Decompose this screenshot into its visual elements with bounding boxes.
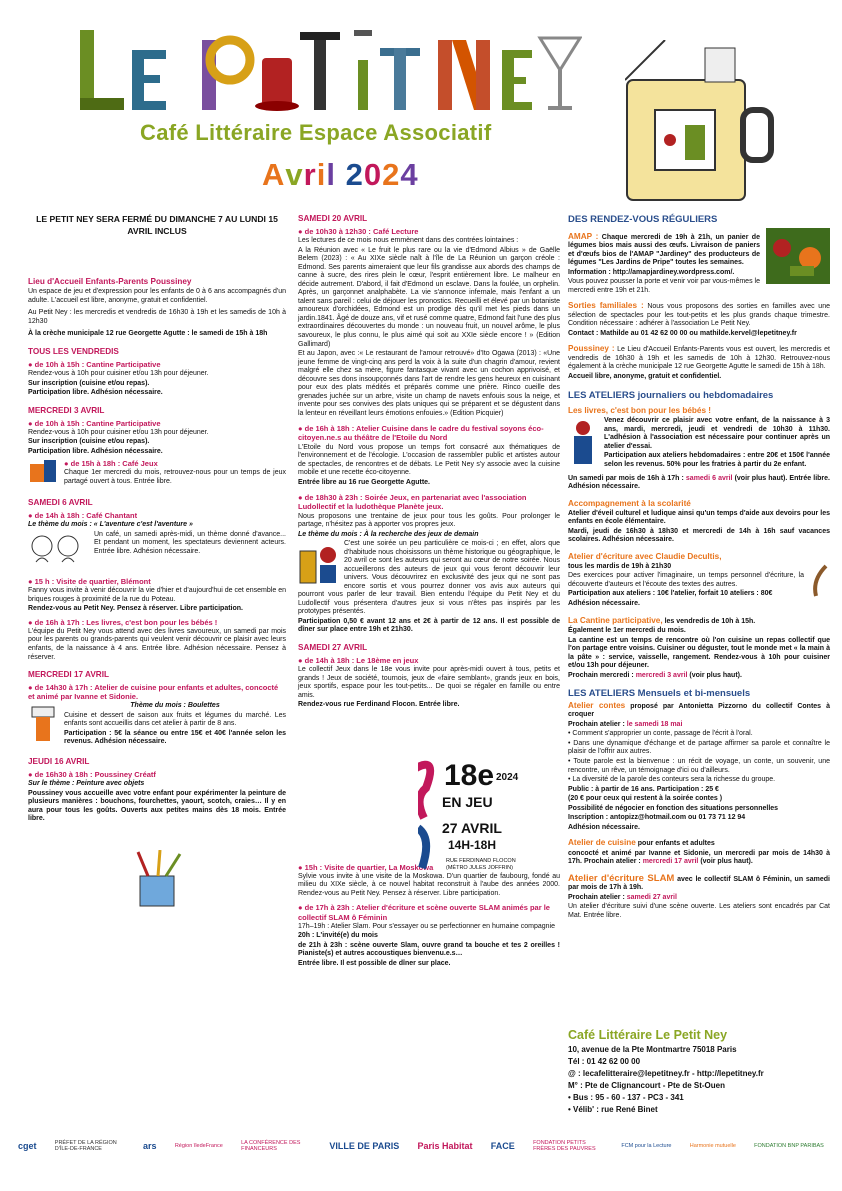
event-text: Poussiney vous accueille avec votre enfant pour expérimenter la peinture de plusieurs manières : bouchons, fourchettes, yaourt, scotch, craies… Il y en aura pour tous les goûts. Ouverts aux petites mains dès 18 mois. Entrée libre. xyxy=(28,789,286,823)
event-text: Participation libre. Adhésion nécessaire. xyxy=(28,447,163,455)
contes-link[interactable]: le samedi 18 mai xyxy=(626,720,683,728)
cooking-illustration xyxy=(28,703,58,747)
slam-title: Atelier d'écriture SLAM xyxy=(568,872,675,884)
event-line: ● de 14h à 18h : Le 18ème en jeux xyxy=(298,655,419,665)
event-line: ● de 18h30 à 23h : Soirée Jeux, en partenariat avec l'association Ludollectif et la ludothèque Planète jeux. xyxy=(298,493,527,512)
event-theme: Le thème du mois : « L'aventure c'est l'aventure » xyxy=(28,520,193,528)
poussiney-text: Le Lieu d'Accueil Enfants-Parents vous est ouvert, les mercredis et vendredis de 16h30 à 19h et les samedis de 10h à 12h30. Retrouvez-nous également à la crèche municipale 12 rue Georgette Agutte le samedi de 15h à 18h. xyxy=(568,346,830,371)
section-title: MERCREDI 3 AVRIL xyxy=(28,405,105,415)
event-text: 17h–19h : Atelier Slam. Pour s'essayer ou se perfectionner en humaine compagnie xyxy=(298,922,555,930)
laep-ney: Au Petit Ney : les mercredis et vendredis de 16h30 à 19h et les samedis de 10h à 12h30 xyxy=(28,309,286,325)
subtitle: Café Littéraire Espace Associatif xyxy=(140,120,492,145)
cuisine-title: Atelier de cuisine xyxy=(568,838,636,848)
sorties-text: Nous vous proposons des sorties en familles avec une sélection de spectacles pour les tout-petits et les plus grands chaque trimestre. Condition nécessaire : adhérer à l'association Le Petit Ney. xyxy=(568,303,830,328)
event-text: Sylvie vous invite à une visite de la Moskowa. D'un quartier de faubourg, fondé au milieu du XIXe siècle, à ce nouvel habitat reconstruit à l'aube des années 2000. Rendez-vous au Petit Ney. Pensez à réserver. Libre participation. xyxy=(298,872,560,897)
sorties-contact: Contact : Mathilde au 01 42 62 00 00 ou mathilde.kervel@lepetitney.fr xyxy=(568,329,797,337)
event-line: ● 15h : Visite de quartier, La Moskowa xyxy=(298,862,434,872)
laep-creche: À la crèche municipale 12 rue Georgette Agutte : le samedi de 15h à 18h xyxy=(28,330,268,338)
accomp-text2: Mardi, jeudi de 16h30 à 18h30 et mercredi de 14h à 16h sauf vacances scolaires. Adhésion nécessaire. xyxy=(568,527,830,544)
event-text: L'Etoile du Nord vous propose un temps fort consacré aux thématiques de l'environnement et de l'écologie. L'occasion de rassembler public et artistes autour de spectacles, de rencontres et de débats. Le Petit Ney s'y associe avec la cuisine mobile et une recette éco-citoyenne. xyxy=(298,443,560,477)
games-illustration xyxy=(298,541,338,589)
ateliers-title: LES ATELIERS journaliers ou hebdomadaires xyxy=(568,389,774,401)
contact-velib: • Vélib' : rue René Binet xyxy=(568,1105,658,1115)
sponsor-logo: FCM pour la Lecture xyxy=(621,1142,672,1149)
cantine-text4: (voir plus haut). xyxy=(689,671,742,679)
contes-bullet: • La diversité de la parole des conteurs sera la richesse du groupe. xyxy=(568,776,776,784)
ecriture-text: Des exercices pour activer l'imaginaire, un temps personnel d'écriture, la découverte d'auteurs et l'écoute des textes des autres. xyxy=(568,572,804,588)
event-line: ● de 14h30 à 17h : Atelier de cuisine pour enfants et adultes, concocté et animé par Ivanne et Sidonie. xyxy=(28,683,279,702)
event-text: Les lectures de ce mois nous emmènent dans des contrées lointaines : xyxy=(298,237,519,245)
sponsor-logo: VILLE DE PARIS xyxy=(329,1140,400,1151)
event-line: ● de 15h à 18h : Café Jeux xyxy=(64,459,158,469)
contes-title: Atelier contes xyxy=(568,700,626,710)
livres-link[interactable]: samedi 6 avril xyxy=(685,474,733,482)
poster-year: 2024 xyxy=(496,772,519,783)
slam-text: Un atelier d'écriture suivi d'une scène ouverte. Les ateliers sont encadrés par Cat Mat. Entrée libre. xyxy=(568,903,830,919)
cuisine-link[interactable]: mercredi 17 avril xyxy=(642,858,699,866)
amap-text: Chaque mercredi de 19h à 21h, un panier de légumes bios mais aussi des œufs. Livraison de paniers et d'œufs bios de l'AMAP "Jardiney" des producteurs de légumes "Les Jardins de Pripe" toutes les semaines. xyxy=(568,233,760,267)
event-text: Participation 0,50 € avant 12 ans et 2€ à partir de 12 ans. Il est possible de dîner sur place entre 19h et 21h30. xyxy=(298,617,560,634)
poster-enjeu: EN JEU xyxy=(442,794,493,810)
sponsor-logo: PRÉFET DE LA RÉGION D'ÎLE-DE-FRANCE xyxy=(54,1139,117,1152)
amap-lead: AMAP : xyxy=(568,231,599,241)
month-letter: v xyxy=(285,157,304,192)
slam-next: Prochain atelier : xyxy=(568,893,625,901)
poussiney-lead: Poussiney : xyxy=(568,344,615,354)
contes-public: Public : à partir de 16 ans. Participation : 25 € xyxy=(568,785,719,793)
month-letter: r xyxy=(303,157,317,192)
month-letter: 4 xyxy=(400,157,419,192)
ecriture-text3: Adhésion nécessaire. xyxy=(568,599,640,607)
section-title: MERCREDI 17 AVRIL xyxy=(28,670,109,680)
month-letter: 2 xyxy=(345,157,364,192)
event-text: Cuisine et dessert de saison aux fruits et légumes du marché. Les enfants sont accueillis dans cet atelier à partir de 8 ans. xyxy=(64,711,286,728)
logo xyxy=(62,20,582,130)
month-letter: A xyxy=(262,157,286,192)
event-line: ● de 16h30 à 18h : Poussiney Créatf xyxy=(28,769,156,779)
contact-title: Café Littéraire Le Petit Ney xyxy=(568,1028,728,1042)
event-text: Nous proposons une trentaine de jeux pour tous les goûts. Pour prolonger le partage, n'hésitez pas à apporter vos propres jeux. xyxy=(298,512,560,529)
vegetables-illustration xyxy=(766,228,830,288)
event-text: Sur inscription (cuisine et/ou repas). xyxy=(28,438,150,446)
cantine-text3: Prochain mercredi : xyxy=(568,671,634,679)
poussiney-text2: Accueil libre, anonyme, gratuit et confidentiel. xyxy=(568,373,722,381)
feather-icon xyxy=(810,564,830,602)
event-text: Participation libre. Adhésion nécessaire. xyxy=(28,389,163,397)
event-text: Entrée libre au 16 rue Georgette Agutte. xyxy=(298,478,430,486)
slam-sub: avec le collectif SLAM ô Féminin, un samedi par mois de 17h à 19h. xyxy=(568,875,830,892)
sponsor-logo: LA CONFÉRENCE DES FINANCEURS xyxy=(241,1139,301,1152)
closure-notice: LE PETIT NEY SERA FERMÉ DU DIMANCHE 7 AU LUNDI 15 AVRIL INCLUS xyxy=(36,214,278,236)
mensuels-title: LES ATELIERS Mensuels et bi-mensuels xyxy=(568,688,751,700)
column-1 xyxy=(28,212,286,913)
livres-text3: Un samedi par mois de 16h à 17h : xyxy=(568,474,684,482)
sorties-lead: Sorties familiales : xyxy=(568,301,644,311)
cup-illustration xyxy=(625,40,775,205)
contact-block xyxy=(568,1028,830,1115)
sponsor-logo: Région îledeFrance xyxy=(174,1142,223,1149)
event-text: de 21h à 23h : scène ouverte Slam, ouvre grand ta bouche et tes 2 oreilles ! Pianiste(s) et autres accoustiques bienvenu.e.s… xyxy=(298,941,560,958)
section-title: SAMEDI 27 AVRIL xyxy=(298,642,368,652)
sponsor-logos xyxy=(18,1122,824,1170)
event-line: ● de 16h à 17h : Les livres, c'est bon pour les bébés ! xyxy=(28,617,218,627)
event-text: Rendez-vous à 10h pour cuisiner et/ou 13h pour déjeuner. xyxy=(28,369,209,377)
ecriture-title: Atelier d'écriture avec Claudie Decultis, xyxy=(568,551,722,561)
cantine-sub: les vendredis de 10h à 15h. xyxy=(664,617,756,625)
accomp-text: Atelier d'éveil culturel et ludique ainsi qu'un temps d'aide aux devoirs pour les enfants en école élémentaire. xyxy=(568,509,830,526)
contes-public: Adhésion nécessaire. xyxy=(568,823,640,831)
sponsor-logo: FONDATION PETITS FRÈRES DES PAUVRES xyxy=(533,1139,596,1152)
livres-title: Les livres, c'est bon pour les bébés ! xyxy=(568,406,712,416)
event-line: ● de 17h à 23h : Atelier d'écriture et scène ouverte SLAM animés par le collectif SLAM ô Féminin xyxy=(298,903,550,922)
column-3 xyxy=(568,212,830,921)
contact-bus: • Bus : 95 - 60 - 137 - PC3 - 341 xyxy=(568,1093,684,1103)
event-text: 20h : L'invité(e) du mois xyxy=(298,932,378,940)
sponsor-logo: FONDATION BNP PARIBAS xyxy=(754,1142,824,1149)
laep-text: Un espace de jeu et d'expression pour les enfants de 0 à 6 ans accompagnés d'un adulte. L'accueil est libre, anonyme, gratuit et confidentiel. xyxy=(28,288,286,304)
contes-sub: proposé par Antonietta Pizzorno du collectif Contes à croquer xyxy=(568,702,830,719)
event-text: A la Réunion avec « Le fruit le plus rare ou la vie d'Edmond Albius » de Gaëlle Belem (2023) : « Au XIXe siècle naît à l'île de La Réunion un garçon créole : Edmond. Ses parents aimeraient que leur fils grandisse aux abords des champs de canne à sucre, des rires plein le cœur, l'esprit entièrement libre. Le malheur en décide autrement. D'abord, il fait d'Edmond un esclave. Dans la foulée, un orphelin. Après, un garçonnet analphabète. La vie s'annonce infernale, mais l'enfant a un talent sans pareil : celui de déjouer les pronostics. Recueilli et élevé par un botaniste amoureux d'orchidées, Edmond est un prodige dès qu'il met les pieds dans un jardin.1841. Âgé de douze ans, vif et rusé comme quatre, Edmond fait l'une des plus extraordinaires découvertes du monde : un nouveau fruit, un nouvel arôme, le plus savoureux, le plus connu, le plus aimé qui soit au XXIe siècle encore ! » (Edition Gallimard) xyxy=(298,246,560,348)
event-text: Chaque 1er mercredi du mois, retrouvez-nous pour un temps de jeux partagé ouvert à tous. Entrée libre. xyxy=(64,469,286,485)
amap-text2: Vous pouvez pousser la porte et venir voir par vous-mêmes le mercredi entre 19h et 21h. xyxy=(568,278,760,294)
sponsor-logo: Harmonie mutuelle xyxy=(689,1142,736,1149)
sponsor-logo: cget xyxy=(18,1140,37,1151)
month-letter: l xyxy=(326,157,336,192)
event-theme: Sur le thème : Peinture avec objets xyxy=(28,780,145,787)
contes-public: (20 € pour ceux qui restent à la soirée contes ) xyxy=(568,795,723,803)
event-text: Participation : 5€ la séance ou entre 15€ et 40€ l'année selon les revenus. Adhésion nécessaire. xyxy=(64,729,286,746)
month-letter: 2 xyxy=(382,157,401,192)
slam-link[interactable]: samedi 27 avril xyxy=(626,893,677,901)
amap-info[interactable]: Information : http://amapjardiney.wordpress.com/. xyxy=(568,268,735,276)
poster-addr: RUE FERDINAND FLOCON xyxy=(446,858,516,864)
livres-text4: (voir plus haut). Entrée libre. Adhésion nécessaire. xyxy=(568,474,830,491)
cuisine-sub: pour enfants et adultes xyxy=(637,840,715,848)
month-letter: i xyxy=(316,157,327,192)
section-title: JEUDI 16 AVRIL xyxy=(28,756,90,766)
contes-inscription: Inscription : antopizz@hotmail.com ou 01 73 71 12 94 xyxy=(568,814,746,822)
event-line: ● de 10h30 à 12h30 : Café Lecture xyxy=(298,227,419,236)
event-line: ● de 10h à 15h : Cantine Participative xyxy=(28,418,161,428)
cuisine-text: concocté et animé par Ivanne et Sidonie, un mercredi par mois de 14h30 à 17h. Prochain atelier : xyxy=(568,849,830,866)
event-text: L'équipe du Petit Ney vous attend avec des livres savoureux, un samedi par mois pour les parents ou grands-parents qui veulent venir découvrir ce plaisir avec leurs enfants, de la naissance à 4 ans. Entrée libre. Adhésion nécessaire. Pensez à réserver. xyxy=(28,627,286,661)
poster-big: 18e xyxy=(444,759,495,792)
game-icon xyxy=(28,458,58,488)
event-text: Rendez-vous rue Ferdinand Flocon. Entrée libre. xyxy=(298,701,460,709)
ecriture-sub: tous les mardis de 19h à 21h30 xyxy=(568,562,672,570)
event-text: Fanny vous invite à venir découvrir la vie d'hier et d'aujourd'hui de cet ensemble en briques rouges à proximité de la rue du Poteau. xyxy=(28,587,286,603)
contes-next: Prochain atelier : xyxy=(568,720,625,728)
event-text: Et au Japon, avec :« Le restaurant de l'amour retrouvé» d'Ito Ogawa (2013) : «Une jeune femme de vingt-cinq ans perd la voix à la suite d'un chagrin d'amour, revient malgré elle chez sa mère, figure fantasque vivant avec un cochon apprivoisé, et découvre ses dons insoupçonnés dans l'art de rendre les gens heureux en cuisinant pour eux des plats médités et préparés comme une prière. Rinco cueille des grenades juchée sur un arbre, visite un champ de navets enfouis sous la neige, et invente pour ses convives des plats uniques qui se préparent et se dégustent dans la lenteur en réveillant leurs émotions enfouies.» (Edition Picquier) xyxy=(298,350,560,417)
contes-bullet: • Toute parole est la bienvenue : un récit de voyage, un conte, un souvenir, une rencontre, un rêve, un témoignage d'ici ou d'ailleurs. xyxy=(568,757,830,774)
event-text: Rendez-vous à 10h pour cuisiner et/ou 13h pour déjeuner. xyxy=(28,428,209,436)
livres-text2: Participation aux ateliers hebdomadaires : entre 20€ et 150€ l'année selon les revenus. 50% pour les fratries à partir du 2e enfant. xyxy=(604,452,830,468)
event-text: Un café, un samedi après-midi, un thème donné d'avance... Et pendant un moment, les spectateurs deviennent acteurs. Entrée libre. Adhésion nécessaire. xyxy=(94,530,286,555)
event-theme: Le thème du mois : À la recherche des jeux de demain xyxy=(298,530,479,538)
singers-illustration xyxy=(28,532,88,572)
contes-public: Possibilité de négocier en fonction des situations personnelles xyxy=(568,804,779,812)
month-letter xyxy=(336,156,346,194)
event-line: ● 15 h : Visite de quartier, Blémont xyxy=(28,577,151,587)
contact-metro: M° : Pte de Clignancourt - Pte de St-Ouen xyxy=(568,1081,725,1091)
contact-phone: Tél : 01 42 62 00 00 xyxy=(568,1057,641,1067)
regular-title: DES RENDEZ-VOUS RÉGULIERS xyxy=(568,214,718,225)
section-title: TOUS LES VENDREDIS xyxy=(28,346,119,356)
cantine-text: Également le 1er mercredi du mois. xyxy=(568,627,686,635)
accomp-title: Accompagnement à la scolarité xyxy=(568,498,691,508)
cuisine-text2: (voir plus haut). xyxy=(700,858,753,866)
month-title xyxy=(262,156,419,194)
month-letter: 0 xyxy=(363,157,383,192)
poster-time: 14H-18H xyxy=(448,838,497,852)
ecriture-text2: Participation aux ateliers : 10€ l'atelier, forfait 10 ateliers : 80€ xyxy=(568,590,773,598)
event-line: ● de 16h à 18h : Atelier Cuisine dans le cadre du festival soyons éco-citoyen.ne.s au théâtre de l'Etoile du Nord xyxy=(298,424,544,443)
event-line: ● de 10h à 15h : Cantine Participative xyxy=(28,359,161,369)
poster-date: 27 AVRIL xyxy=(442,820,502,836)
logo-lettering xyxy=(62,20,582,130)
cantine-link[interactable]: mercredi 3 avril xyxy=(635,671,688,679)
laep-title: Lieu d'Accueil Enfants-Parents Poussiney xyxy=(28,277,192,287)
cantine-title: La Cantine participative, xyxy=(568,615,663,625)
contact-web[interactable]: @ : lecafelitteraire@lepetitney.fr - http://lepetitney.fr xyxy=(568,1069,764,1079)
contact-address: 10, avenue de la Pte Montmartre 75018 Paris xyxy=(568,1045,737,1055)
paint-pot-illustration xyxy=(128,850,286,914)
sponsor-logo: ars xyxy=(143,1140,157,1151)
contes-bullet: • Dans une dynamique d'échange et de partage affirmer sa parole et connaître le plaisir de l'offrir aux autres. xyxy=(568,739,830,756)
event-theme: Thème du mois : Boulettes xyxy=(130,702,220,710)
contes-bullet: • Comment s'approprier un conte, passage de l'écrit à l'oral. xyxy=(568,730,753,738)
18e-en-jeu-poster xyxy=(418,758,538,888)
section-title: SAMEDI 20 AVRIL xyxy=(298,214,368,223)
event-text: Sur inscription (cuisine et/ou repas). xyxy=(28,379,150,387)
event-text: Rendez-vous au Petit Ney. Pensez à réserver. Libre participation. xyxy=(28,605,244,613)
cantine-text2: La cantine est un temps de rencontre où l'on cuisine un repas collectif que l'on partage entre voisins. Cuisiner ou déguster, tout le monde met « la main à la pâte » : service, vaisselle, rangement. Rendez-vous à 10h pour cuisiner et/ou 13h pour déjeuner. xyxy=(568,636,830,670)
event-text: Entrée libre. Il est possible de dîner sur place. xyxy=(298,959,451,967)
event-text: Le collectif Jeux dans le 18e vous invite pour après-midi ouvert à tous, petits et grands ! Jeux de société, tournois, jeux de «faire semblant», grands jeux en bois, jeux sportifs, espace pour les tout-petits... De quoi se régaler en famille ou entre amis. xyxy=(298,666,560,699)
sponsor-logo: Paris Habitat xyxy=(417,1140,473,1151)
event-text: C'est une soirée un peu particulière ce mois-ci ; en effet, alors que d'habitude nous choisissons un thème historique ou géographique, le 20 avril ce sont les auteurs qui seront au cœur de notre soirée. Nous accueillerons des auteurs de jeux qui vous feront découvrir leur univers. Vous découvrirez en exclusivité des jeux qui ne sont pas encore sortis et vous pourrez donner vos avis aux auteurs qui pourront vous parler de leur travail. Bien entendu l'équipe du Petit Ney et du Ludollectif vous présentera d'autres jeux si vous n'êtes pas inspirés par les prototypes présentés. xyxy=(298,540,560,616)
sponsor-logo: FACE xyxy=(490,1140,515,1151)
poster-metro: (MÉTRO JULES JOFFRIN) xyxy=(446,865,513,871)
section-title: SAMEDI 6 AVRIL xyxy=(28,497,93,507)
event-line: ● de 14h à 18h : Café Chantant xyxy=(28,510,138,520)
books-illustration xyxy=(568,418,598,472)
livres-text: Venez découvrir ce plaisir avec votre enfant, de la naissance à 3 ans, mardi, mercredi, jeudi et vendredi de 10h30 à 11h30. L'adhésion à l'association est nécessaire pour continuer après un atelier d'essai. xyxy=(604,417,830,450)
